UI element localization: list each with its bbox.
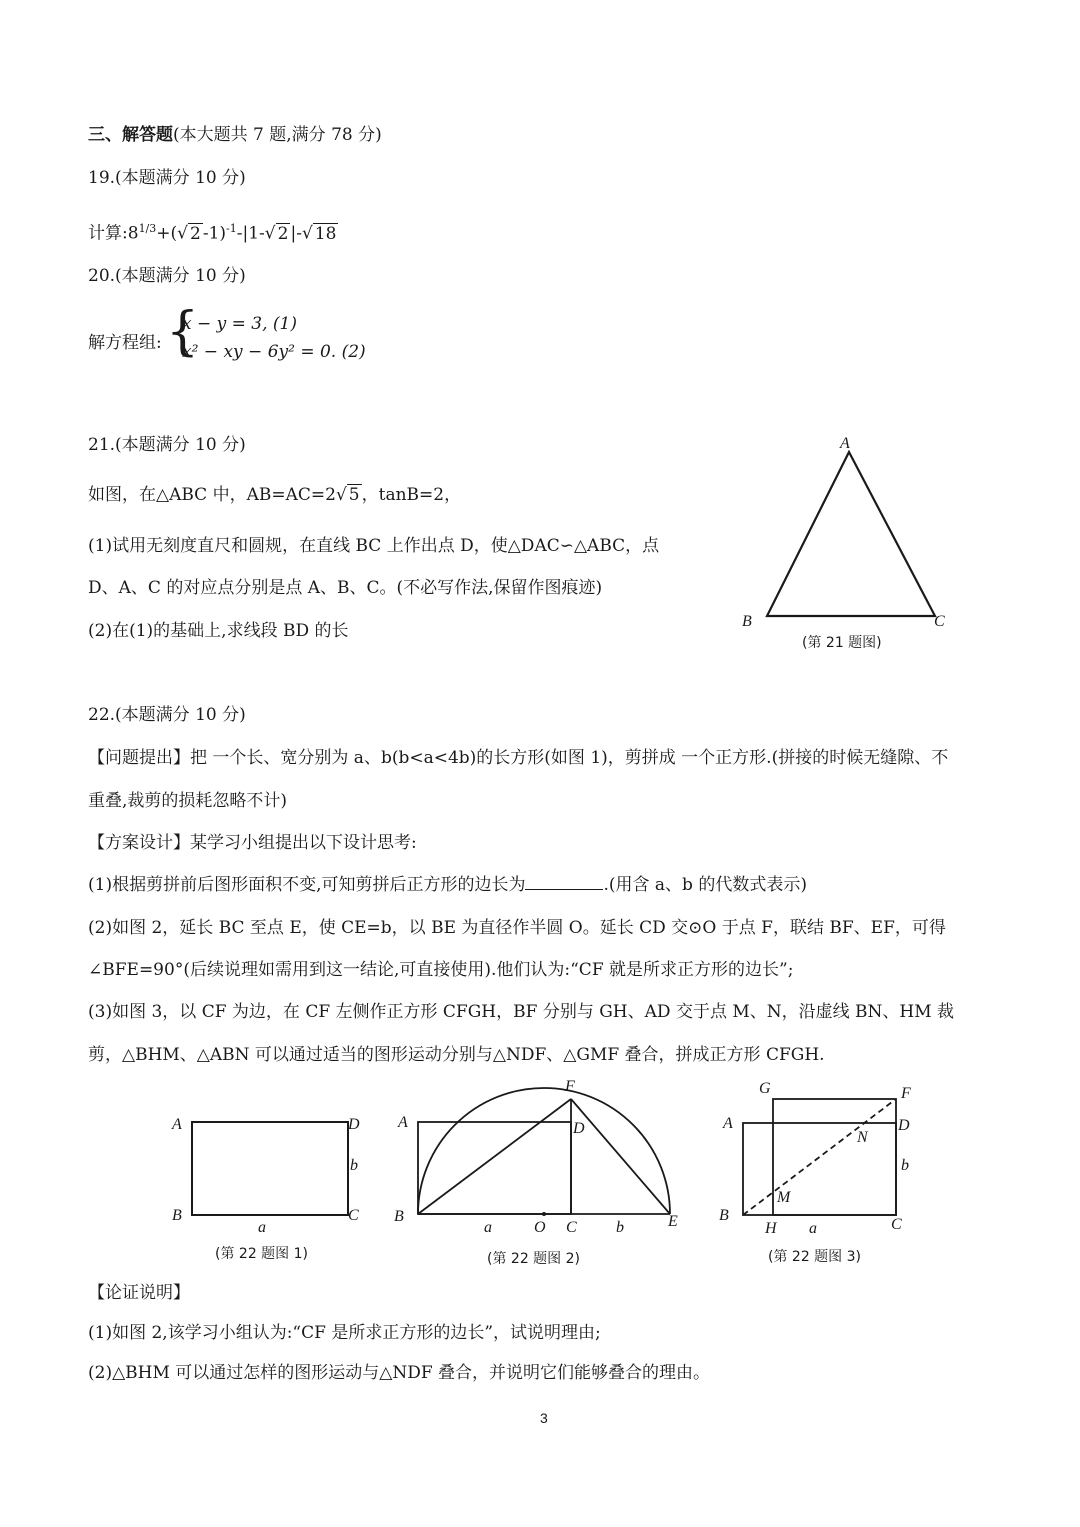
triangle-abc xyxy=(767,452,935,616)
q22-problem-line1: 【问题提出】把 一个长、宽分别为 a、b(b<a<4b)的长方形(如图 1)，剪拼成 一个正方形.(拼接的时候无缝隙、不 xyxy=(88,748,949,768)
q20-eq1: x − y = 3, (1) xyxy=(182,314,297,334)
label-H: H xyxy=(765,1220,777,1237)
q22-figure-3 xyxy=(715,1078,925,1243)
rectangle-abcd xyxy=(743,1123,896,1215)
q22-proof-title: 【论证说明】 xyxy=(88,1283,190,1303)
label-G: G xyxy=(759,1080,771,1097)
q22-design: 【方案设计】某学习小组提出以下设计思考: xyxy=(88,833,417,853)
label-a: a xyxy=(258,1219,266,1236)
label-B: B xyxy=(172,1207,182,1224)
q22-fig2-caption: (第 22 题图 2) xyxy=(487,1251,580,1267)
label-F: F xyxy=(901,1085,911,1102)
q19-header: 19.(本题满分 10 分) xyxy=(88,168,246,188)
label-A: A xyxy=(398,1114,408,1131)
dashed-bf xyxy=(743,1099,896,1215)
q20-header: 20.(本题满分 10 分) xyxy=(88,266,246,286)
label-O: O xyxy=(534,1219,546,1236)
segment-bf xyxy=(418,1099,571,1214)
q22-proof-2: (2)△BHM 可以通过怎样的图形运动与△NDF 叠合，并说明它们能够叠合的理由。 xyxy=(88,1363,711,1383)
label-b: b xyxy=(901,1157,909,1174)
label-M: M xyxy=(777,1189,791,1206)
label-A: A xyxy=(723,1115,733,1132)
q22-figure-1 xyxy=(160,1100,380,1240)
q22-problem-line2: 重叠,裁剪的损耗忽略不计) xyxy=(88,791,288,811)
label-b: b xyxy=(616,1219,624,1236)
q22-design-3-line1: (3)如图 3，以 CF 为边，在 CF 左侧作正方形 CFGH，BF 分别与 GH、AD 交于点 M、N，沿虚线 BN、HM 裁 xyxy=(88,1002,955,1022)
q19-expression: 计算$:8^{1/3}+(√$ 2 -1)$^{-1}$-|1-√ 2 |-√ 18 xyxy=(88,222,337,244)
q21-header: 21.(本题满分 10 分) xyxy=(88,435,246,455)
q21-triangle-figure xyxy=(730,430,960,660)
label-A: A xyxy=(172,1116,182,1133)
q22-design-2-line1: (2)如图 2，延长 BC 至点 E，使 CE=b，以 BE 为直径作半圆 O。延长 CD 交⊙O 于点 F，联结 BF、EF，可得 xyxy=(88,918,946,938)
label-D: D xyxy=(573,1120,585,1137)
brace-icon: { xyxy=(166,302,200,362)
label-C: C xyxy=(566,1219,577,1236)
label-B: B xyxy=(394,1208,404,1225)
section-title: 三、解答题(本大题共 7 题,满分 78 分) xyxy=(88,125,382,145)
q21-part1-line2: D、A、C 的对应点分别是点 A、B、C。(不必写作法,保留作图痕迹) xyxy=(88,578,603,598)
label-a: a xyxy=(484,1219,492,1236)
semicircle-o xyxy=(418,1088,670,1214)
rectangle-abcd xyxy=(418,1122,571,1214)
label-A: A xyxy=(840,435,850,452)
q22-fig3-caption: (第 22 题图 3) xyxy=(768,1249,861,1265)
label-D: D xyxy=(348,1116,360,1133)
label-E: E xyxy=(668,1213,678,1230)
label-F: F xyxy=(565,1078,575,1095)
label-N: N xyxy=(857,1129,868,1146)
answer-blank xyxy=(525,875,603,890)
label-D: D xyxy=(898,1117,910,1134)
q22-design-2-line2: ∠BFE=90°(后续说理如需用到这一结论,可直接使用).他们认为:“CF 就是所求正方形的边长”; xyxy=(88,960,794,980)
q22-design-1: (1)根据剪拼前后图形面积不变,可知剪拼后正方形的边长为 .(用含 a、b 的代数式表示) xyxy=(88,875,807,895)
q21-figure-caption: (第 21 题图) xyxy=(802,635,882,651)
label-B: B xyxy=(719,1207,729,1224)
label-C: C xyxy=(891,1216,902,1233)
label-C: C xyxy=(348,1207,359,1224)
page-number: 3 xyxy=(540,1410,548,1426)
q22-figure-2 xyxy=(390,1075,700,1240)
q22-header: 22.(本题满分 10 分) xyxy=(88,705,246,725)
q20-eq2: x² − xy − 6y² = 0. (2) xyxy=(182,342,366,362)
square-cfgh xyxy=(773,1099,896,1215)
q22-design-3-line2: 剪，△BHM、△ABN 可以通过适当的图形运动分别与△NDF、△GMF 叠合，拼成正方形 CFGH. xyxy=(88,1045,825,1065)
q21-part2: (2)在(1)的基础上,求线段 BD 的长 xyxy=(88,621,349,641)
q22-proof-1: (1)如图 2,该学习小组认为:“CF 是所求正方形的边长”，试说明理由; xyxy=(88,1323,601,1343)
q21-intro: 如图，在△ABC 中，AB=AC=2√ 5 ，tanB=2， xyxy=(88,485,462,505)
label-B: B xyxy=(742,613,752,630)
rectangle-abcd xyxy=(192,1122,348,1215)
label-b: b xyxy=(350,1157,358,1174)
label-a: a xyxy=(809,1220,817,1237)
q21-part1-line1: (1)试用无刻度直尺和圆规，在直线 BC 上作出点 D，使△DAC∽△ABC，点 xyxy=(88,536,660,556)
q20-label: 解方程组: xyxy=(88,333,162,353)
q22-fig1-caption: (第 22 题图 1) xyxy=(215,1246,308,1262)
label-C: C xyxy=(934,613,945,630)
